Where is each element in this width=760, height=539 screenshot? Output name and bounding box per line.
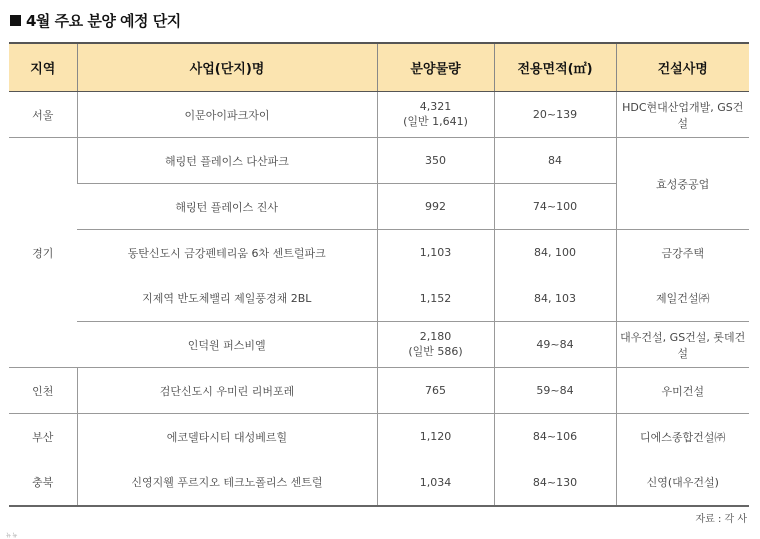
cell-builder: HDC현대산업개발, GS건설	[616, 92, 749, 138]
cell-units: 1,152	[377, 276, 494, 322]
cell-units	[377, 92, 494, 138]
cell-area: 84~106	[494, 414, 616, 460]
table-title: 4월 주요 분양 예정 단지	[10, 10, 181, 31]
table-row	[9, 276, 749, 322]
table-row	[9, 92, 749, 138]
table-row	[9, 368, 749, 414]
cell-builder: 우미건설	[616, 368, 749, 414]
units-total: 4,321	[419, 100, 452, 113]
cell-name: 이문아이파크자이	[77, 92, 377, 138]
header-area: 전용면적(㎡)	[494, 43, 616, 92]
cell-builder: 금강주택	[616, 230, 749, 276]
units-general: (일반 586)	[408, 345, 463, 358]
table-row	[9, 414, 749, 460]
cell-builder: 제일건설㈜	[616, 276, 749, 322]
header-builder: 건설사명	[616, 43, 749, 92]
cell-area: 84	[494, 138, 616, 184]
units-total: 2,180	[419, 330, 452, 343]
header-name: 사업(단지)명	[77, 43, 377, 92]
cell-builder: 디에스종합건설㈜	[616, 414, 749, 460]
cell-name: 인덕원 퍼스비엘	[77, 322, 377, 368]
cell-units: 765	[377, 368, 494, 414]
cell-region: 인천	[9, 368, 77, 414]
square-bullet-icon	[10, 15, 21, 26]
cell-builder: 대우건설, GS건설, 롯데건설	[616, 322, 749, 368]
table-row	[9, 322, 749, 368]
cell-area: 74~100	[494, 184, 616, 230]
cell-units: 992	[377, 184, 494, 230]
cell-area: 84, 103	[494, 276, 616, 322]
cell-units: 1,103	[377, 230, 494, 276]
cell-area: 20~139	[494, 92, 616, 138]
cell-units: 350	[377, 138, 494, 184]
table-row	[9, 460, 749, 506]
cell-region: 부산	[32, 430, 54, 444]
cell-area: 84, 100	[494, 230, 616, 276]
header-units: 분양물량	[377, 43, 494, 92]
cell-name: 동탄신도시 금강펜테리움 6차 센트럴파크	[127, 246, 326, 260]
cell-name: 해링턴 플레이스 다산파크	[77, 138, 377, 184]
cell-name: 에코델타시티 대성베르힐	[77, 414, 377, 460]
cell-name: 지제역 반도체밸리 제일풍경채 2BL	[77, 276, 377, 322]
source-note: 자료 : 각 사	[695, 514, 747, 525]
cell-region: 충북	[9, 460, 77, 506]
cell-name: 해링턴 플레이스 진사	[77, 184, 377, 230]
table-row	[9, 138, 749, 184]
table-header-row	[9, 43, 749, 92]
cell-builder: 신영(대우건설)	[616, 460, 749, 506]
cell-units: 1,120	[377, 414, 494, 460]
cell-region: 서울	[9, 92, 77, 138]
table-row	[9, 230, 749, 276]
header-region: 지역	[9, 43, 77, 92]
cell-name: 검단신도시 우미린 리버포레	[77, 368, 377, 414]
cell-units	[377, 322, 494, 368]
cell-units: 1,034	[377, 460, 494, 506]
cell-region: 경기	[9, 138, 77, 368]
cell-area: 84~130	[494, 460, 616, 506]
cell-area: 49~84	[494, 322, 616, 368]
supply-table	[9, 42, 749, 507]
cell-name: 신영지웰 푸르지오 테크노폴리스 센트럴	[77, 460, 377, 506]
cell-builder: 효성중공업	[616, 138, 749, 230]
units-general: (일반 1,641)	[403, 115, 468, 128]
footnote: 뉴 뉴	[6, 533, 18, 539]
cell-area: 59~84	[494, 368, 616, 414]
